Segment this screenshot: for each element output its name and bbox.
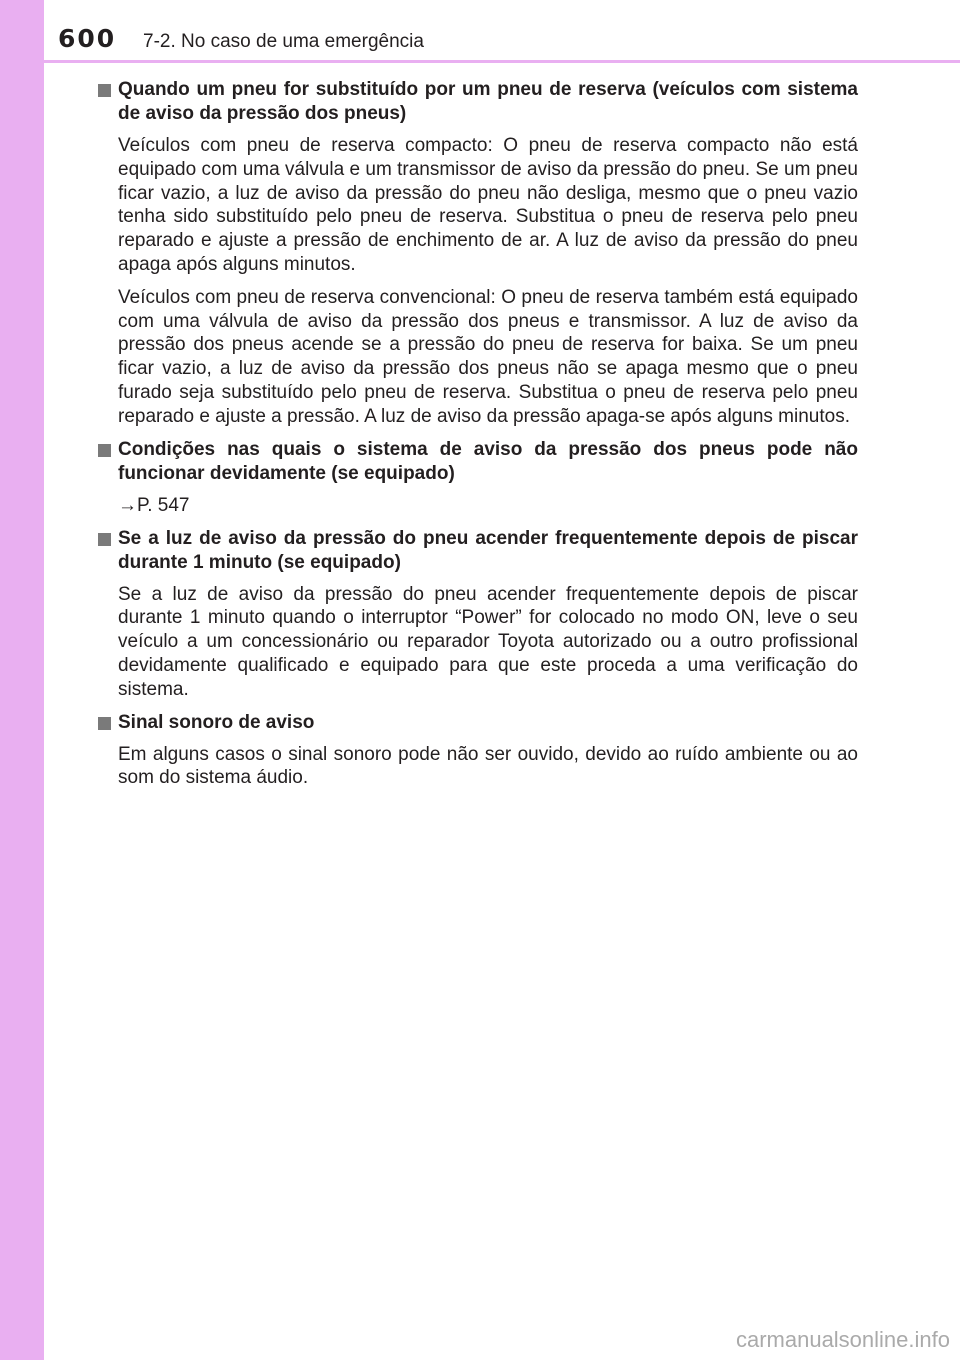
square-bullet-icon [98,84,111,97]
square-bullet-icon [98,444,111,457]
section-heading-text: Quando um pneu for substituído por um pneu de reserva (veículos com sistema de aviso da pressão dos pneus) [118,79,858,124]
section-warning-light-frequent [98,527,858,702]
section-heading [98,711,858,735]
paragraph: Veículos com pneu de reserva compacto: O pneu de reserva compacto não está equipado com uma válvula e um transmissor de aviso da pressão do pneu. Se um pneu ficar vazio, a luz de aviso da pressão do pneu não desliga, mesmo que o pneu vazio tenha sido substituído pelo pneu de reserva. Substitua o pneu de reserva pelo pneu reparado e ajuste a pressão de enchimento de ar. A luz de aviso da pressão do pneu apaga após alguns minutos. [118,135,858,275]
paragraph: Veículos com pneu de reserva convencional: O pneu de reserva também está equipado com uma válvula de aviso da pressão dos pneus e transmissor. A luz de aviso da pressão dos pneus acende se a pressão do pneu de reserva for baixa. Se um pneu ficar vazio, a luz de aviso da pressão dos pneus não se apaga mesmo que o pneu furado seja substituído pelo pneu de reserva. Substitua o pneu de reserva pelo pneu reparado e ajuste a pressão. A luz de aviso da pressão apaga-se após alguns minutos. [118,286,858,427]
watermark: carmanualsonline.info [735,1327,950,1352]
section-heading-text: Se a luz de aviso da pressão do pneu acender frequentemente depois de piscar durante 1 minuto (se equipado) [118,527,858,573]
section-heading [98,527,858,575]
section-warning-buzzer [98,711,858,791]
page-number: 600 [58,24,117,53]
paragraph: Se a luz de aviso da pressão do pneu acender frequentemente depois de piscar durante 1 minuto quando o interruptor “Power” for colocado no modo ON, leve o seu veículo a um concessionário ou reparador Toyota autorizado ou a outro profissional devidamente qualificado e equipado para que este proceda a uma verificação do sistema. [118,583,858,700]
section-heading [98,78,858,126]
square-bullet-icon [98,717,111,730]
section-spare-tire-replacement [98,78,858,429]
square-bullet-icon [98,533,111,546]
page-reference: →P. 547 [118,494,190,516]
section-system-malfunction-conditions [98,438,858,518]
section-heading-text: Condições nas quais o sistema de aviso da pressão dos pneus pode não funcionar devidamente (se equipado) [118,438,858,484]
chapter-title: 7-2. No caso de uma emergência [143,31,424,52]
side-color-band [0,0,44,1360]
page-content [98,78,858,799]
paragraph: Em alguns casos o sinal sonoro pode não ser ouvido, devido ao ruído ambiente ou ao som do sistema áudio. [118,743,858,789]
header-rule [44,60,960,63]
section-heading [98,438,858,486]
section-heading-text: Sinal sonoro de aviso [118,711,315,733]
